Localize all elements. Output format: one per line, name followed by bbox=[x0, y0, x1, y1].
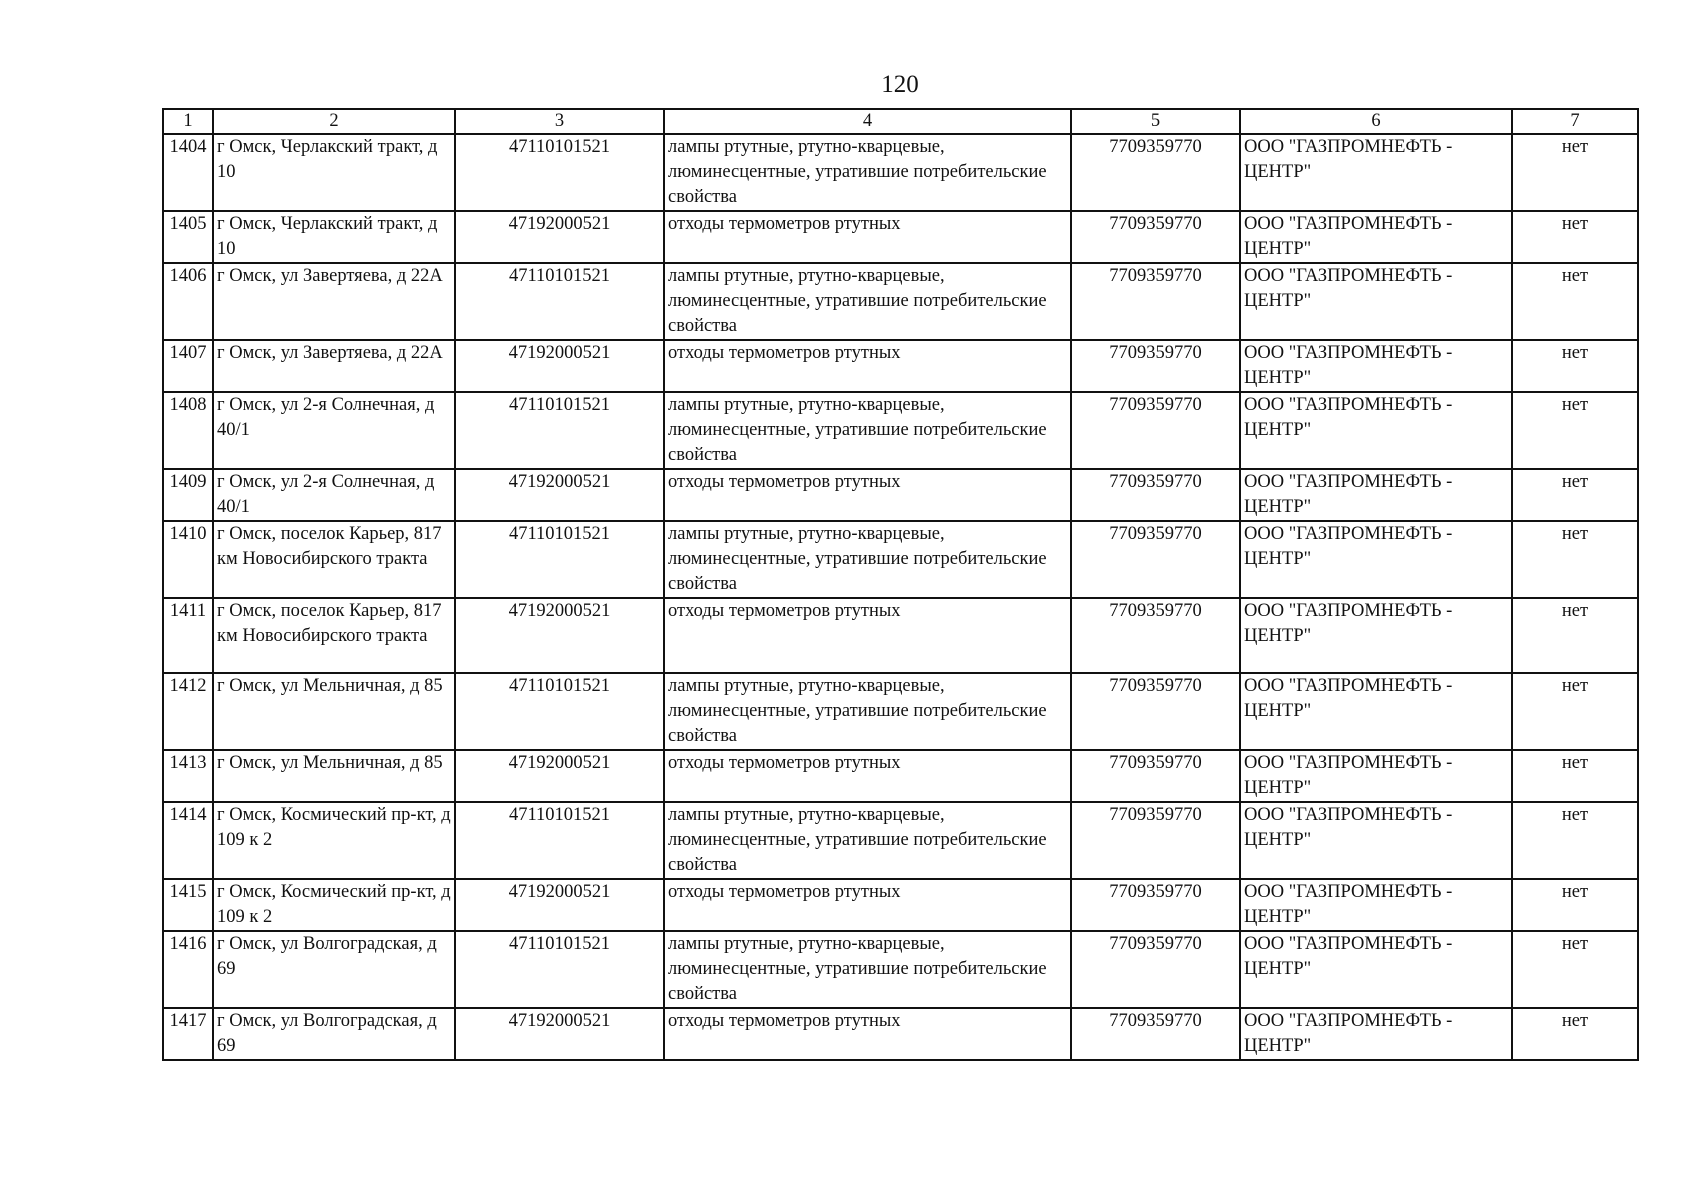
waste-code-cell: 47110101521 bbox=[455, 263, 664, 340]
inn-cell: 7709359770 bbox=[1071, 1008, 1240, 1060]
flag-cell: нет bbox=[1512, 469, 1638, 521]
organization-cell: ООО "ГАЗПРОМНЕФТЬ - ЦЕНТР" bbox=[1240, 673, 1512, 750]
inn-cell: 7709359770 bbox=[1071, 750, 1240, 802]
table-body bbox=[163, 134, 1638, 1060]
registry-table bbox=[162, 108, 1639, 1061]
waste-code-cell: 47192000521 bbox=[455, 598, 664, 673]
row-number: 1410 bbox=[163, 521, 213, 598]
address-cell: г Омск, ул Волгоградская, д 69 bbox=[213, 1008, 455, 1060]
address-cell: г Омск, поселок Карьер, 817 км Новосибирского тракта bbox=[213, 521, 455, 598]
table-row bbox=[163, 879, 1638, 931]
row-number: 1411 bbox=[163, 598, 213, 673]
address-cell: г Омск, ул 2-я Солнечная, д 40/1 bbox=[213, 469, 455, 521]
address-cell: г Омск, ул 2-я Солнечная, д 40/1 bbox=[213, 392, 455, 469]
address-cell: г Омск, ул Завертяева, д 22А bbox=[213, 340, 455, 392]
address-cell: г Омск, Черлакский тракт, д 10 bbox=[213, 211, 455, 263]
organization-cell: ООО "ГАЗПРОМНЕФТЬ - ЦЕНТР" bbox=[1240, 392, 1512, 469]
address-cell: г Омск, Космический пр-кт, д 109 к 2 bbox=[213, 879, 455, 931]
inn-cell: 7709359770 bbox=[1071, 134, 1240, 211]
table-row bbox=[163, 263, 1638, 340]
flag-cell: нет bbox=[1512, 750, 1638, 802]
table-row bbox=[163, 134, 1638, 211]
inn-cell: 7709359770 bbox=[1071, 263, 1240, 340]
organization-cell: ООО "ГАЗПРОМНЕФТЬ - ЦЕНТР" bbox=[1240, 469, 1512, 521]
inn-cell: 7709359770 bbox=[1071, 469, 1240, 521]
address-cell: г Омск, ул Мельничная, д 85 bbox=[213, 673, 455, 750]
row-number: 1408 bbox=[163, 392, 213, 469]
waste-name-cell: лампы ртутные, ртутно-кварцевые, люминесцентные, утратившие потребительские свойства bbox=[664, 931, 1071, 1008]
inn-cell: 7709359770 bbox=[1071, 392, 1240, 469]
waste-code-cell: 47110101521 bbox=[455, 134, 664, 211]
flag-cell: нет bbox=[1512, 211, 1638, 263]
organization-cell: ООО "ГАЗПРОМНЕФТЬ - ЦЕНТР" bbox=[1240, 211, 1512, 263]
address-cell: г Омск, ул Завертяева, д 22А bbox=[213, 263, 455, 340]
waste-code-cell: 47110101521 bbox=[455, 521, 664, 598]
waste-name-cell: отходы термометров ртутных bbox=[664, 211, 1071, 263]
flag-cell: нет bbox=[1512, 392, 1638, 469]
waste-name-cell: лампы ртутные, ртутно-кварцевые, люминесцентные, утратившие потребительские свойства bbox=[664, 802, 1071, 879]
flag-cell: нет bbox=[1512, 673, 1638, 750]
row-number: 1409 bbox=[163, 469, 213, 521]
flag-cell: нет bbox=[1512, 931, 1638, 1008]
waste-name-cell: отходы термометров ртутных bbox=[664, 750, 1071, 802]
waste-name-cell: отходы термометров ртутных bbox=[664, 598, 1071, 673]
flag-cell: нет bbox=[1512, 263, 1638, 340]
waste-name-cell: лампы ртутные, ртутно-кварцевые, люминесцентные, утратившие потребительские свойства bbox=[664, 263, 1071, 340]
inn-cell: 7709359770 bbox=[1071, 521, 1240, 598]
waste-code-cell: 47110101521 bbox=[455, 673, 664, 750]
organization-cell: ООО "ГАЗПРОМНЕФТЬ - ЦЕНТР" bbox=[1240, 598, 1512, 673]
table-row bbox=[163, 469, 1638, 521]
waste-name-cell: лампы ртутные, ртутно-кварцевые, люминесцентные, утратившие потребительские свойства bbox=[664, 134, 1071, 211]
row-number: 1417 bbox=[163, 1008, 213, 1060]
inn-cell: 7709359770 bbox=[1071, 931, 1240, 1008]
waste-name-cell: лампы ртутные, ртутно-кварцевые, люминесцентные, утратившие потребительские свойства bbox=[664, 392, 1071, 469]
row-number: 1407 bbox=[163, 340, 213, 392]
organization-cell: ООО "ГАЗПРОМНЕФТЬ - ЦЕНТР" bbox=[1240, 1008, 1512, 1060]
row-number: 1406 bbox=[163, 263, 213, 340]
waste-name-cell: отходы термометров ртутных bbox=[664, 879, 1071, 931]
address-cell: г Омск, поселок Карьер, 817 км Новосибирского тракта bbox=[213, 598, 455, 673]
row-number: 1405 bbox=[163, 211, 213, 263]
row-number: 1416 bbox=[163, 931, 213, 1008]
column-header-7: 7 bbox=[1512, 109, 1638, 134]
table-row bbox=[163, 340, 1638, 392]
header-row bbox=[163, 109, 1638, 134]
table-row bbox=[163, 673, 1638, 750]
column-header-3: 3 bbox=[455, 109, 664, 134]
table-row bbox=[163, 392, 1638, 469]
organization-cell: ООО "ГАЗПРОМНЕФТЬ - ЦЕНТР" bbox=[1240, 263, 1512, 340]
organization-cell: ООО "ГАЗПРОМНЕФТЬ - ЦЕНТР" bbox=[1240, 802, 1512, 879]
table-row bbox=[163, 211, 1638, 263]
flag-cell: нет bbox=[1512, 802, 1638, 879]
waste-code-cell: 47192000521 bbox=[455, 750, 664, 802]
waste-name-cell: отходы термометров ртутных bbox=[664, 469, 1071, 521]
inn-cell: 7709359770 bbox=[1071, 598, 1240, 673]
table-row bbox=[163, 1008, 1638, 1060]
column-header-4: 4 bbox=[664, 109, 1071, 134]
organization-cell: ООО "ГАЗПРОМНЕФТЬ - ЦЕНТР" bbox=[1240, 879, 1512, 931]
inn-cell: 7709359770 bbox=[1071, 211, 1240, 263]
table-header bbox=[163, 109, 1638, 134]
flag-cell: нет bbox=[1512, 340, 1638, 392]
address-cell: г Омск, Космический пр-кт, д 109 к 2 bbox=[213, 802, 455, 879]
flag-cell: нет bbox=[1512, 879, 1638, 931]
waste-name-cell: отходы термометров ртутных bbox=[664, 340, 1071, 392]
row-number: 1404 bbox=[163, 134, 213, 211]
flag-cell: нет bbox=[1512, 1008, 1638, 1060]
waste-code-cell: 47192000521 bbox=[455, 340, 664, 392]
page-number: 120 bbox=[881, 71, 919, 98]
table-row bbox=[163, 598, 1638, 673]
table-row bbox=[163, 931, 1638, 1008]
row-number: 1414 bbox=[163, 802, 213, 879]
column-header-5: 5 bbox=[1071, 109, 1240, 134]
address-cell: г Омск, ул Мельничная, д 85 bbox=[213, 750, 455, 802]
address-cell: г Омск, Черлакский тракт, д 10 bbox=[213, 134, 455, 211]
row-number: 1412 bbox=[163, 673, 213, 750]
waste-code-cell: 47192000521 bbox=[455, 1008, 664, 1060]
waste-code-cell: 47192000521 bbox=[455, 469, 664, 521]
inn-cell: 7709359770 bbox=[1071, 802, 1240, 879]
flag-cell: нет bbox=[1512, 134, 1638, 211]
waste-code-cell: 47110101521 bbox=[455, 802, 664, 879]
table-row bbox=[163, 521, 1638, 598]
waste-name-cell: лампы ртутные, ртутно-кварцевые, люминесцентные, утратившие потребительские свойства bbox=[664, 521, 1071, 598]
flag-cell: нет bbox=[1512, 598, 1638, 673]
waste-name-cell: лампы ртутные, ртутно-кварцевые, люминесцентные, утратившие потребительские свойства bbox=[664, 673, 1071, 750]
waste-code-cell: 47192000521 bbox=[455, 211, 664, 263]
column-header-1: 1 bbox=[163, 109, 213, 134]
waste-code-cell: 47110101521 bbox=[455, 931, 664, 1008]
organization-cell: ООО "ГАЗПРОМНЕФТЬ - ЦЕНТР" bbox=[1240, 134, 1512, 211]
row-number: 1413 bbox=[163, 750, 213, 802]
column-header-2: 2 bbox=[213, 109, 455, 134]
inn-cell: 7709359770 bbox=[1071, 340, 1240, 392]
organization-cell: ООО "ГАЗПРОМНЕФТЬ - ЦЕНТР" bbox=[1240, 521, 1512, 598]
organization-cell: ООО "ГАЗПРОМНЕФТЬ - ЦЕНТР" bbox=[1240, 340, 1512, 392]
table-row bbox=[163, 750, 1638, 802]
waste-code-cell: 47192000521 bbox=[455, 879, 664, 931]
inn-cell: 7709359770 bbox=[1071, 879, 1240, 931]
address-cell: г Омск, ул Волгоградская, д 69 bbox=[213, 931, 455, 1008]
waste-name-cell: отходы термометров ртутных bbox=[664, 1008, 1071, 1060]
flag-cell: нет bbox=[1512, 521, 1638, 598]
organization-cell: ООО "ГАЗПРОМНЕФТЬ - ЦЕНТР" bbox=[1240, 931, 1512, 1008]
inn-cell: 7709359770 bbox=[1071, 673, 1240, 750]
organization-cell: ООО "ГАЗПРОМНЕФТЬ - ЦЕНТР" bbox=[1240, 750, 1512, 802]
waste-code-cell: 47110101521 bbox=[455, 392, 664, 469]
table-row bbox=[163, 802, 1638, 879]
column-header-6: 6 bbox=[1240, 109, 1512, 134]
row-number: 1415 bbox=[163, 879, 213, 931]
